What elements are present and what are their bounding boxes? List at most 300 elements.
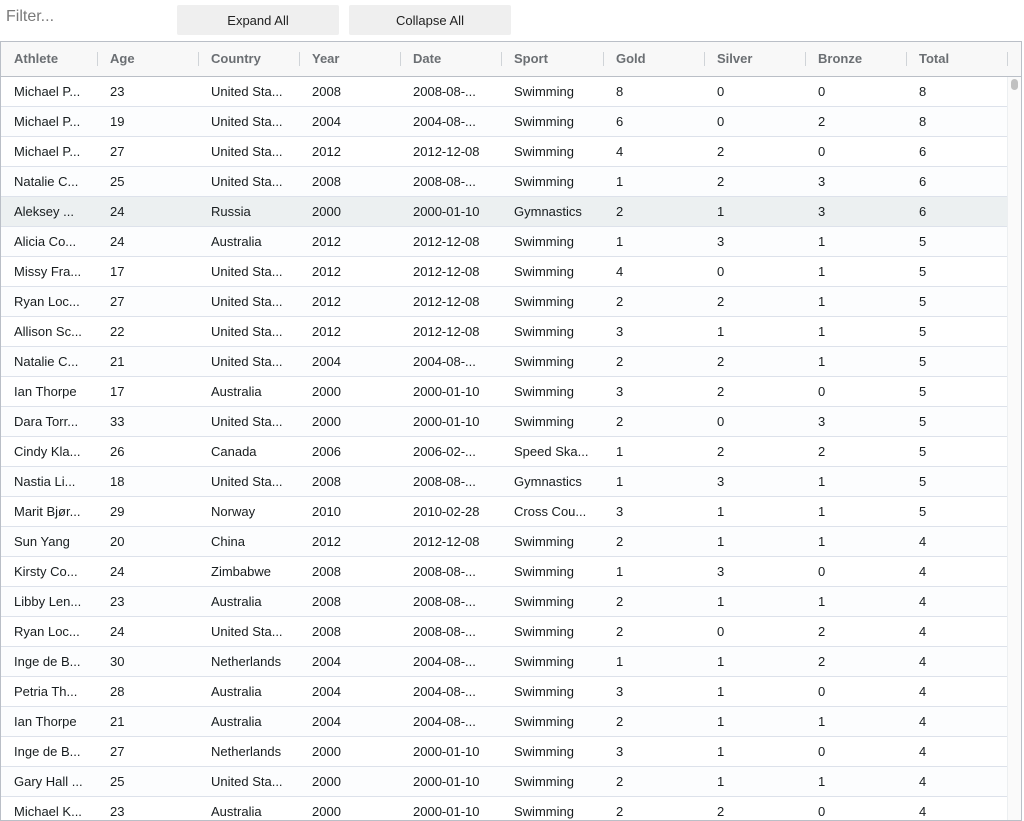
cell-bronze: 3 [818,414,826,429]
cell-athlete: Michael P... [14,144,81,159]
cell-sport: Swimming [514,744,574,759]
cell-athlete: Natalie C... [14,174,79,189]
cell-date: 2004-08-... [413,714,476,729]
cell-gold: 2 [616,804,624,819]
cell-year: 2000 [312,804,341,819]
cell-athlete: Natalie C... [14,354,79,369]
cell-date: 2000-01-10 [413,384,480,399]
cell-silver: 2 [717,294,725,309]
cell-year: 2004 [312,684,341,699]
cell-age: 17 [110,384,125,399]
table-row[interactable] [1,707,1007,737]
cell-country: United Sta... [211,774,283,789]
cell-year: 2004 [312,114,341,129]
cell-year: 2012 [312,144,341,159]
cell-sport: Swimming [514,354,574,369]
cell-gold: 2 [616,624,624,639]
cell-bronze: 1 [818,264,826,279]
cell-athlete: Nastia Li... [14,474,76,489]
cell-silver: 1 [717,774,725,789]
cell-date: 2000-01-10 [413,204,480,219]
cell-athlete: Gary Hall ... [14,774,83,789]
collapse-all-button[interactable]: Collapse All [349,5,511,35]
table-row[interactable] [1,647,1007,677]
cell-gold: 1 [616,564,624,579]
table-row[interactable] [1,107,1007,137]
table-row[interactable] [1,767,1007,797]
header-cell-total[interactable]: Total [919,51,950,66]
table-row[interactable] [1,557,1007,587]
cell-sport: Swimming [514,654,574,669]
table-row[interactable] [1,137,1007,167]
cell-athlete: Libby Len... [14,594,82,609]
cell-date: 2000-01-10 [413,414,480,429]
table-row[interactable] [1,467,1007,497]
cell-year: 2000 [312,774,341,789]
cell-date: 2004-08-... [413,654,476,669]
cell-total: 5 [919,324,927,339]
cell-sport: Swimming [514,684,574,699]
cell-sport: Speed Ska... [514,444,589,459]
cell-sport: Swimming [514,84,574,99]
cell-bronze: 2 [818,444,826,459]
cell-athlete: Ryan Loc... [14,624,80,639]
cell-silver: 0 [717,624,725,639]
cell-athlete: Aleksey ... [14,204,74,219]
cell-silver: 2 [717,174,725,189]
cell-country: United Sta... [211,294,283,309]
cell-silver: 2 [717,144,725,159]
table-row[interactable] [1,407,1007,437]
cell-athlete: Inge de B... [14,744,81,759]
column-resize-handle[interactable] [198,52,199,66]
cell-age: 17 [110,264,125,279]
cell-age: 24 [110,234,125,249]
table-row[interactable] [1,437,1007,467]
cell-gold: 3 [616,384,624,399]
cell-age: 27 [110,294,125,309]
cell-gold: 1 [616,444,624,459]
cell-gold: 1 [616,174,624,189]
cell-total: 4 [919,684,927,699]
cell-year: 2006 [312,444,341,459]
cell-silver: 2 [717,354,725,369]
cell-year: 2008 [312,84,341,99]
cell-country: Australia [211,384,262,399]
header-cell-year[interactable]: Year [312,51,340,66]
cell-total: 4 [919,744,927,759]
cell-sport: Gymnastics [514,204,582,219]
cell-gold: 2 [616,294,624,309]
cell-country: Australia [211,804,262,819]
column-resize-handle[interactable] [1007,52,1008,66]
cell-year: 2012 [312,324,341,339]
cell-bronze: 2 [818,624,826,639]
cell-year: 2004 [312,654,341,669]
cell-silver: 1 [717,204,725,219]
cell-age: 21 [110,714,125,729]
cell-date: 2000-01-10 [413,744,480,759]
cell-year: 2000 [312,744,341,759]
cell-total: 6 [919,174,927,189]
cell-gold: 3 [616,504,624,519]
table-row[interactable] [1,347,1007,377]
cell-date: 2008-08-... [413,84,476,99]
cell-total: 8 [919,114,927,129]
cell-total: 5 [919,384,927,399]
cell-athlete: Kirsty Co... [14,564,78,579]
table-row[interactable] [1,377,1007,407]
filter-input[interactable] [0,2,171,32]
cell-silver: 2 [717,384,725,399]
cell-age: 24 [110,204,125,219]
cell-age: 29 [110,504,125,519]
cell-sport: Swimming [514,414,574,429]
cell-date: 2008-08-... [413,474,476,489]
cell-gold: 3 [616,744,624,759]
cell-country: Netherlands [211,744,282,759]
cell-country: Russia [211,204,251,219]
cell-date: 2010-02-28 [413,504,480,519]
cell-country: Zimbabwe [211,564,271,579]
table-row[interactable] [1,527,1007,557]
toolbar [0,0,1024,40]
cell-gold: 1 [616,234,624,249]
cell-athlete: Inge de B... [14,654,81,669]
cell-total: 5 [919,444,927,459]
cell-sport: Swimming [514,534,574,549]
cell-age: 21 [110,354,125,369]
cell-total: 4 [919,564,927,579]
cell-age: 28 [110,684,125,699]
header-cell-gold[interactable]: Gold [616,51,646,66]
cell-gold: 2 [616,774,624,789]
cell-country: United Sta... [211,624,283,639]
cell-date: 2012-12-08 [413,264,480,279]
cell-country: United Sta... [211,354,283,369]
cell-age: 33 [110,414,125,429]
cell-gold: 6 [616,114,624,129]
cell-year: 2012 [312,294,341,309]
cell-age: 18 [110,474,125,489]
cell-year: 2012 [312,234,341,249]
cell-silver: 0 [717,114,725,129]
header-cell-country[interactable]: Country [211,51,261,66]
cell-year: 2008 [312,624,341,639]
cell-country: Norway [211,504,256,519]
cell-bronze: 2 [818,114,826,129]
cell-sport: Swimming [514,564,574,579]
cell-date: 2006-02-... [413,444,476,459]
cell-total: 4 [919,534,927,549]
cell-sport: Swimming [514,234,574,249]
table-row[interactable] [1,737,1007,767]
cell-gold: 8 [616,84,624,99]
column-resize-handle[interactable] [603,52,604,66]
cell-sport: Swimming [514,264,574,279]
cell-bronze: 0 [818,144,826,159]
column-resize-handle[interactable] [400,52,401,66]
cell-country: China [211,534,245,549]
cell-athlete: Ian Thorpe [14,384,77,399]
cell-age: 20 [110,534,125,549]
scrollbar-thumb[interactable] [1011,79,1018,90]
cell-silver: 2 [717,804,725,819]
cell-athlete: Allison Sc... [14,324,82,339]
cell-bronze: 1 [818,354,826,369]
cell-silver: 1 [717,654,725,669]
cell-total: 4 [919,624,927,639]
cell-total: 4 [919,594,927,609]
cell-country: United Sta... [211,144,283,159]
cell-gold: 4 [616,264,624,279]
cell-bronze: 1 [818,294,826,309]
cell-age: 25 [110,174,125,189]
cell-athlete: Michael P... [14,114,81,129]
cell-silver: 3 [717,474,725,489]
header-cell-silver[interactable]: Silver [717,51,753,66]
cell-total: 5 [919,234,927,249]
cell-gold: 4 [616,144,624,159]
cell-country: United Sta... [211,114,283,129]
data-grid [0,41,1022,821]
cell-country: Australia [211,714,262,729]
cell-total: 4 [919,774,927,789]
cell-sport: Swimming [514,594,574,609]
cell-silver: 1 [717,594,725,609]
cell-date: 2008-08-... [413,564,476,579]
cell-country: Australia [211,684,262,699]
cell-athlete: Petria Th... [14,684,78,699]
cell-date: 2008-08-... [413,594,476,609]
cell-bronze: 1 [818,474,826,489]
column-resize-handle[interactable] [501,52,502,66]
cell-age: 24 [110,624,125,639]
table-row[interactable] [1,677,1007,707]
cell-silver: 1 [717,714,725,729]
cell-bronze: 0 [818,384,826,399]
cell-bronze: 3 [818,204,826,219]
cell-year: 2000 [312,414,341,429]
cell-silver: 2 [717,444,725,459]
column-resize-handle[interactable] [97,52,98,66]
cell-year: 2012 [312,534,341,549]
cell-silver: 0 [717,414,725,429]
cell-bronze: 0 [818,84,826,99]
grid-header [1,42,1021,77]
header-cell-athlete[interactable]: Athlete [14,51,59,66]
cell-silver: 1 [717,324,725,339]
cell-date: 2012-12-08 [413,324,480,339]
table-row[interactable] [1,257,1007,287]
cell-age: 26 [110,444,125,459]
cell-gold: 2 [616,414,624,429]
cell-country: Canada [211,444,257,459]
cell-gold: 1 [616,654,624,669]
cell-total: 5 [919,264,927,279]
cell-country: United Sta... [211,174,283,189]
table-row[interactable] [1,317,1007,347]
cell-athlete: Alicia Co... [14,234,77,249]
table-row[interactable] [1,287,1007,317]
header-cell-age[interactable]: Age [110,51,135,66]
cell-athlete: Ryan Loc... [14,294,80,309]
cell-year: 2004 [312,354,341,369]
cell-sport: Swimming [514,114,574,129]
cell-silver: 1 [717,744,725,759]
cell-athlete: Dara Torr... [14,414,79,429]
cell-total: 5 [919,414,927,429]
cell-date: 2008-08-... [413,174,476,189]
cell-age: 22 [110,324,125,339]
cell-silver: 1 [717,684,725,699]
cell-total: 4 [919,714,927,729]
cell-gold: 1 [616,474,624,489]
vertical-scrollbar[interactable] [1007,77,1021,821]
cell-sport: Swimming [514,384,574,399]
cell-silver: 0 [717,264,725,279]
table-row[interactable] [1,797,1007,821]
cell-gold: 2 [616,714,624,729]
cell-athlete: Sun Yang [14,534,70,549]
cell-total: 5 [919,474,927,489]
cell-total: 5 [919,354,927,369]
cell-bronze: 0 [818,744,826,759]
cell-country: United Sta... [211,474,283,489]
cell-country: United Sta... [211,324,283,339]
cell-silver: 0 [717,84,725,99]
cell-athlete: Michael P... [14,84,81,99]
cell-year: 2010 [312,504,341,519]
cell-bronze: 0 [818,684,826,699]
cell-date: 2000-01-10 [413,804,480,819]
cell-sport: Swimming [514,144,574,159]
cell-silver: 1 [717,534,725,549]
cell-country: United Sta... [211,264,283,279]
cell-bronze: 1 [818,234,826,249]
cell-gold: 3 [616,684,624,699]
cell-total: 6 [919,144,927,159]
column-resize-handle[interactable] [805,52,806,66]
cell-bronze: 1 [818,594,826,609]
cell-bronze: 1 [818,774,826,789]
cell-year: 2008 [312,564,341,579]
cell-total: 4 [919,654,927,669]
cell-age: 23 [110,84,125,99]
cell-date: 2012-12-08 [413,144,480,159]
cell-sport: Swimming [514,774,574,789]
cell-sport: Swimming [514,294,574,309]
column-resize-handle[interactable] [299,52,300,66]
cell-sport: Gymnastics [514,474,582,489]
cell-age: 27 [110,744,125,759]
cell-silver: 3 [717,564,725,579]
cell-gold: 2 [616,204,624,219]
cell-bronze: 1 [818,534,826,549]
cell-date: 2004-08-... [413,684,476,699]
cell-country: United Sta... [211,84,283,99]
cell-athlete: Cindy Kla... [14,444,81,459]
cell-total: 4 [919,804,927,819]
cell-age: 23 [110,594,125,609]
cell-date: 2012-12-08 [413,534,480,549]
cell-bronze: 1 [818,324,826,339]
cell-year: 2008 [312,594,341,609]
cell-year: 2012 [312,264,341,279]
cell-year: 2000 [312,384,341,399]
cell-total: 5 [919,504,927,519]
cell-sport: Swimming [514,804,574,819]
cell-date: 2004-08-... [413,354,476,369]
cell-age: 23 [110,804,125,819]
cell-sport: Swimming [514,174,574,189]
cell-silver: 3 [717,234,725,249]
cell-date: 2012-12-08 [413,234,480,249]
cell-age: 24 [110,564,125,579]
table-row[interactable] [1,497,1007,527]
cell-total: 6 [919,204,927,219]
cell-date: 2000-01-10 [413,774,480,789]
cell-date: 2012-12-08 [413,294,480,309]
cell-country: Netherlands [211,654,282,669]
table-row[interactable] [1,617,1007,647]
cell-bronze: 3 [818,174,826,189]
header-cell-bronze[interactable]: Bronze [818,51,863,66]
cell-date: 2004-08-... [413,114,476,129]
table-row[interactable] [1,587,1007,617]
table-row[interactable] [1,197,1007,227]
cell-date: 2008-08-... [413,624,476,639]
grid-body [1,77,1007,821]
cell-athlete: Ian Thorpe [14,714,77,729]
cell-athlete: Marit Bjør... [14,504,81,519]
cell-sport: Swimming [514,624,574,639]
cell-year: 2000 [312,204,341,219]
cell-age: 25 [110,774,125,789]
cell-year: 2008 [312,474,341,489]
cell-age: 30 [110,654,125,669]
expand-all-button[interactable]: Expand All [177,5,339,35]
cell-total: 5 [919,294,927,309]
cell-gold: 2 [616,534,624,549]
cell-country: Australia [211,234,262,249]
cell-sport: Swimming [514,324,574,339]
cell-year: 2008 [312,174,341,189]
cell-bronze: 0 [818,564,826,579]
cell-age: 19 [110,114,125,129]
cell-gold: 2 [616,354,624,369]
column-resize-handle[interactable] [906,52,907,66]
cell-silver: 1 [717,504,725,519]
cell-country: United Sta... [211,414,283,429]
column-resize-handle[interactable] [704,52,705,66]
cell-total: 8 [919,84,927,99]
cell-sport: Swimming [514,714,574,729]
table-row[interactable] [1,227,1007,257]
header-cell-date[interactable]: Date [413,51,442,66]
cell-age: 27 [110,144,125,159]
cell-bronze: 1 [818,714,826,729]
cell-country: Australia [211,594,262,609]
cell-sport: Cross Cou... [514,504,587,519]
cell-gold: 3 [616,324,624,339]
table-row[interactable] [1,167,1007,197]
table-row[interactable] [1,77,1007,107]
cell-bronze: 0 [818,804,826,819]
cell-bronze: 1 [818,504,826,519]
cell-bronze: 2 [818,654,826,669]
header-cell-sport[interactable]: Sport [514,51,548,66]
